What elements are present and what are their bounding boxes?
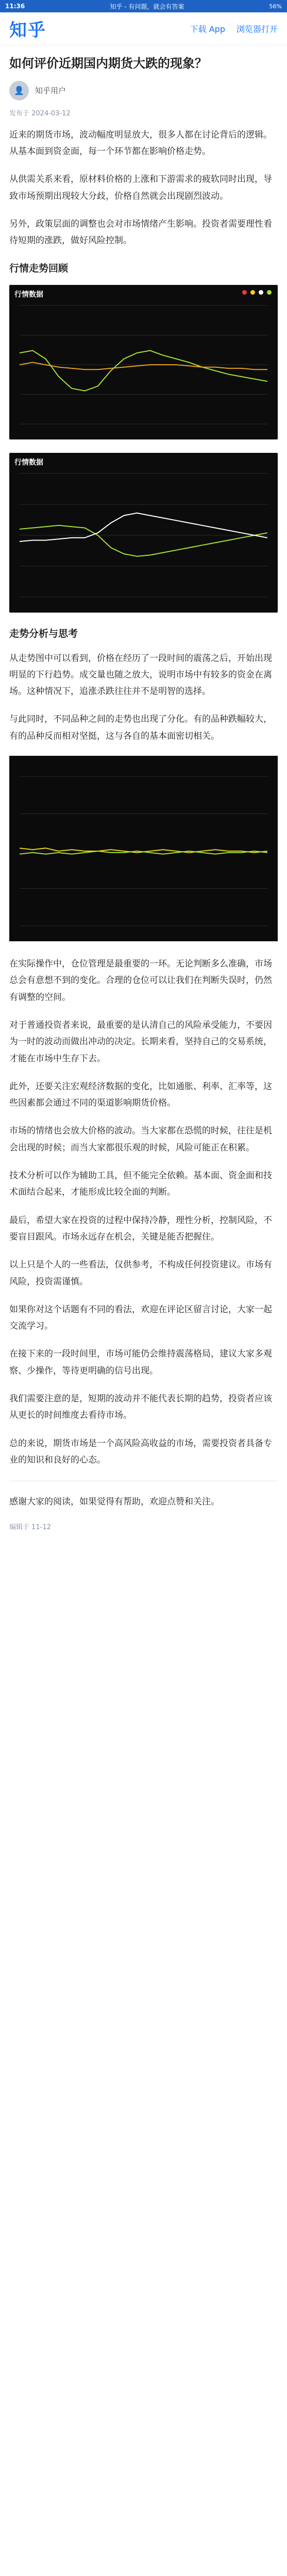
author-name[interactable]: 知乎用户 [35, 86, 66, 96]
status-bar [0, 0, 287, 12]
series-line-1 [20, 362, 267, 369]
battery-level: 56% [269, 3, 282, 10]
edited-date: 编辑于 11-12 [9, 1523, 51, 1532]
series-line-1 [20, 513, 267, 541]
chart-svg-2 [9, 453, 278, 613]
series-line-0 [20, 525, 267, 556]
status-time: 11:36 [5, 3, 25, 10]
avatar[interactable]: 👤 [9, 81, 29, 100]
chart-svg-3 [9, 756, 278, 941]
paragraph: 从供需关系来看，原材料价格的上涨和下游需求的疲软同时出现，导致市场预期出现较大分歧，价格自然就会出现剧烈波动。 [9, 174, 272, 201]
paragraph: 对于普通投资者来说，最重要的是认清自己的风险承受能力，不要因为一时的波动而做出冲动的决定。长期来看，坚持自己的交易系统，才能在市场中生存下去。 [9, 1020, 272, 1064]
paragraph: 以上只是个人的一些看法，仅供参考，不构成任何投资建议。市场有风险，投资需谨慎。 [9, 1260, 272, 1287]
chart-legend-dots [242, 290, 272, 295]
article-title: 如何评价近期国内期货大跌的现象？ [9, 56, 207, 71]
series-line-0 [20, 350, 267, 391]
paragraph: 市场的情绪也会放大价格的波动。当大家都在恐慌的时候，往往是机会出现的时候；而当大家都很乐观的时候，风险可能正在积累。 [9, 1126, 272, 1153]
download-app-link[interactable]: 下载 App [190, 24, 225, 34]
legend-dot-yellow [250, 290, 255, 295]
paragraph: 如果你对这个话题有不同的看法，欢迎在评论区留言讨论，大家一起交流学习。 [9, 1304, 272, 1332]
status-title: 知乎 - 有问题，就会有答案 [110, 3, 184, 10]
chart-title: 行情数据 [14, 458, 43, 467]
legend-dot-green [267, 290, 272, 295]
chart-title: 行情数据 [14, 290, 43, 299]
paragraph: 从走势图中可以看到，价格在经历了一段时间的震荡之后，开始出现明显的下行趋势。成交量也随之放大，说明市场中有较多的资金在离场。这种情况下，追涨杀跌往往并不是明智的选择。 [9, 653, 272, 697]
paragraph: 我们需要注意的是，短期的波动并不能代表长期的趋势，投资者应该从更长的时间维度去看待市场。 [9, 1394, 272, 1421]
zhihu-logo[interactable]: 知乎 [9, 20, 46, 41]
chart-svg-1 [9, 285, 278, 439]
section-heading: 走势分析与思考 [9, 628, 78, 639]
paragraph: 此外，还要关注宏观经济数据的变化，比如通胀、利率、汇率等，这些因素都会通过不同的渠道影响期货价格。 [9, 1081, 272, 1109]
paragraph: 感谢大家的阅读，如果觉得有帮助，欢迎点赞和关注。 [9, 1497, 220, 1507]
price-chart-2 [9, 453, 278, 613]
paragraph: 与此同时，不同品种之间的走势也出现了分化。有的品种跌幅较大，有的品种反而相对坚挺，这与各自的基本面密切相关。 [9, 714, 272, 741]
site-header [0, 12, 287, 45]
section-heading: 行情走势回顾 [9, 262, 69, 274]
publish-date: 发布于 2024-03-12 [9, 109, 71, 117]
paragraph: 最后，希望大家在投资的过程中保持冷静，理性分析，控制风险，不要盲目跟风。市场永远存在机会，关键是能否把握住。 [9, 1215, 272, 1242]
paragraph: 在实际操作中，仓位管理是最重要的一环。无论判断多么准确，市场总会有意想不到的变化。合理的仓位可以让我们在判断失误时，仍然有调整的空间。 [9, 959, 272, 1003]
author-row[interactable] [9, 81, 278, 100]
price-chart-3 [9, 756, 278, 941]
paragraph: 技术分析可以作为辅助工具，但不能完全依赖。基本面、资金面和技术面结合起来，才能形成比较全面的判断。 [9, 1171, 272, 1198]
paragraph: 近来的期货市场，波动幅度明显放大，很多人都在讨论背后的逻辑。从基本面到资金面，每一个环节都在影响价格走势。 [9, 129, 272, 157]
legend-dot-white [259, 290, 263, 295]
open-in-browser-link[interactable]: 浏览器打开 [236, 24, 278, 34]
paragraph: 另外，政策层面的调整也会对市场情绪产生影响。投资者需要理性看待短期的涨跌，做好风险控制。 [9, 218, 272, 246]
price-chart-1 [9, 285, 278, 439]
article-body [0, 45, 287, 1531]
paragraph: 总的来说，期货市场是一个高风险高收益的市场，需要投资者具备专业的知识和良好的心态。 [9, 1438, 272, 1465]
legend-dot-red [242, 290, 247, 295]
paragraph: 在接下来的一段时间里，市场可能仍会维持震荡格局，建议大家多观察、少操作，等待更明确的信号出现。 [9, 1349, 272, 1376]
